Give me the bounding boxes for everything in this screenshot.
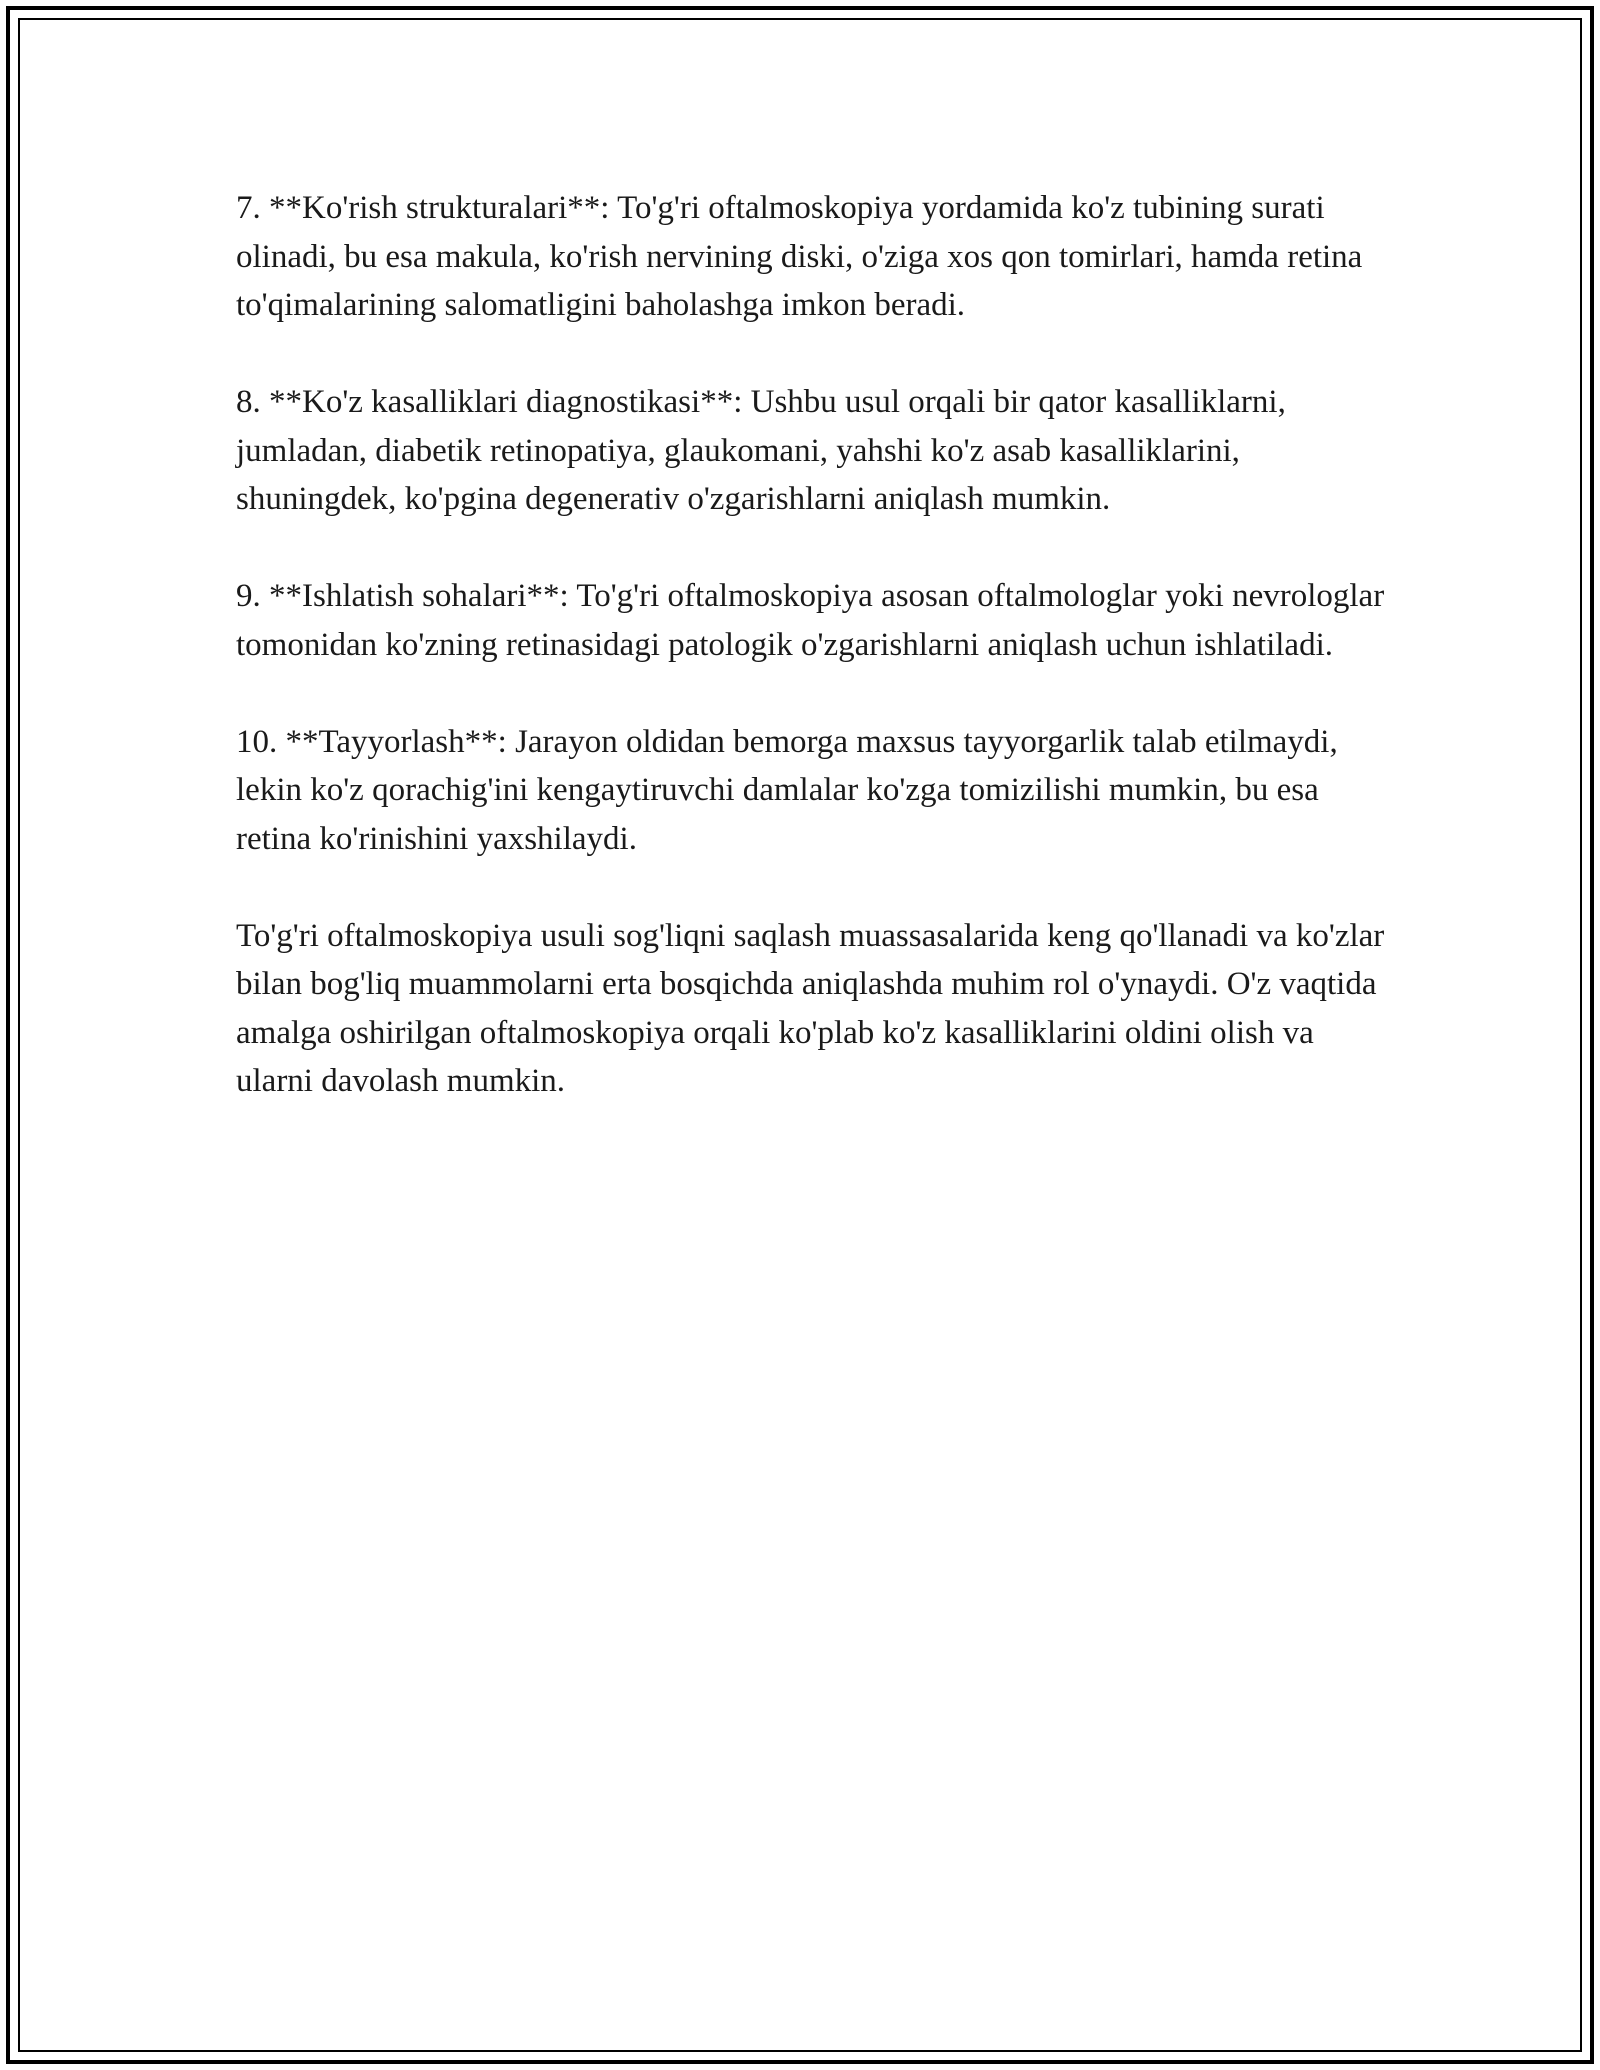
list-item-ko-z-kasalliklari-diagnostikasi: 8. **Ko'z kasalliklari diagnostikasi**: Ushbu usul orqali bir qator kasalliklarni, jumladan, diabetik retinopatiya, glaukomani, yahshi ko'z asab kasalliklarini, shuningdek, ko'pgina degenerativ o'zgarishlarni aniqlash mumkin. — [236, 384, 1286, 517]
conclusion-paragraph: To'g'ri oftalmoskopiya usuli sog'liqni saqlash muassasalarida keng qo'llanadi va ko'zlar bilan bog'liq muammolarni erta bosqichda aniqlashda muhim rol o'ynaydi. O'z vaqtida amalga oshirilgan oftalmoskopiya orqali ko'plab ko'z kasalliklarini oldini olish va ularni davolash mumkin. — [236, 917, 1385, 1099]
list-item-ishlatish-sohalari: 9. **Ishlatish sohalari**: To'g'ri oftalmoskopiya asosan oftalmologlar yoki nevrologlar tomonidan ko'zning retinasidagi patologik o'zgarishlarni aniqlash uchun ishlatiladi. — [236, 578, 1385, 663]
list-item-tayyorlash: 10. **Tayyorlash**: Jarayon oldidan bemorga maxsus tayyorgarlik talab etilmaydi, lekin ko'z qorachig'ini kengaytiruvchi damlalar ko'zga tomizilishi mumkin, bu esa retina ko'rinishini yaxshilaydi. — [236, 723, 1338, 857]
document-body — [236, 184, 1386, 1154]
list-item-ko-rish-strukturalari: 7. **Ko'rish strukturalari**: To'g'ri oftalmoskopiya yordamida ko'z tubining surati olinadi, bu esa makula, ko'rish nervining diski, o'ziga xos qon tomirlari, hamda retina to'qimalarining salomatligini baholashga imkon beradi. — [236, 190, 1363, 323]
